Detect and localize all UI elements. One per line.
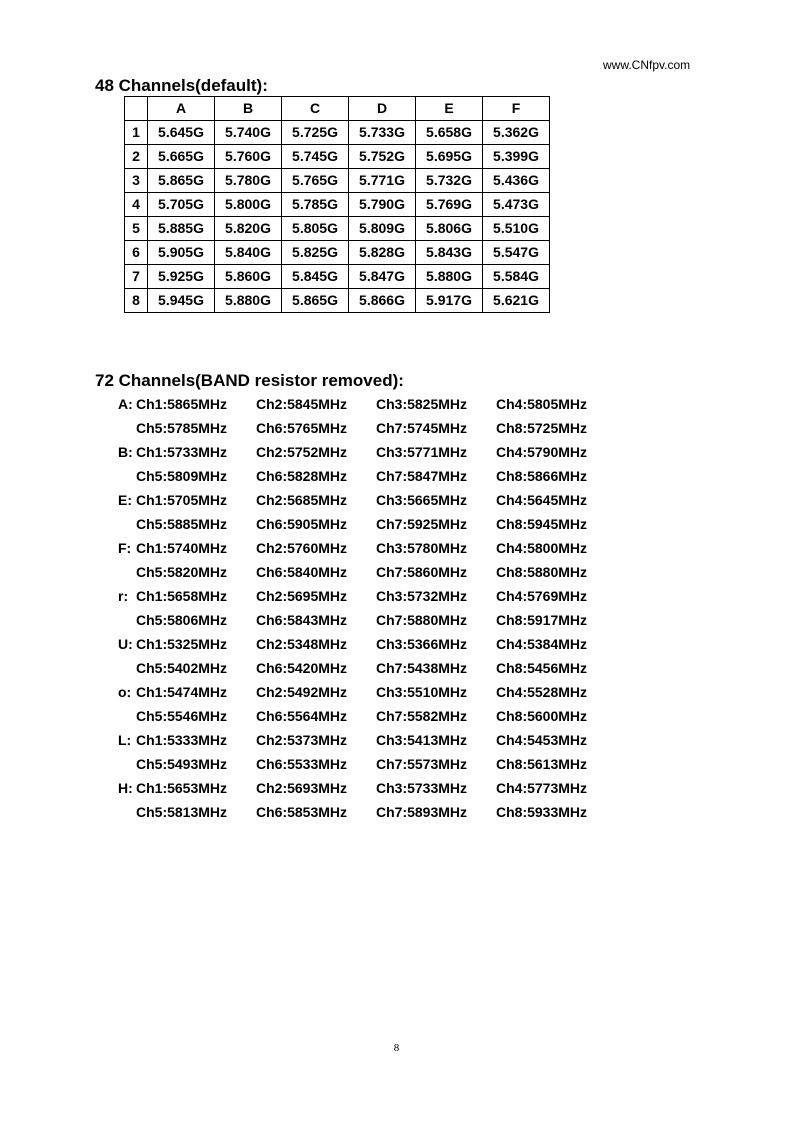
channel-frequency: Ch2:5695MHz <box>256 588 348 604</box>
table-cell: 5.771G <box>349 169 416 193</box>
site-url: www.CNfpv.com <box>603 58 691 72</box>
band-label <box>118 752 136 776</box>
channel-frequency: Ch2:5348MHz <box>256 636 348 652</box>
table-cell: 5.362G <box>483 121 550 145</box>
table-cell: 5.780G <box>215 169 282 193</box>
table-cell: 5.840G <box>215 241 282 265</box>
channel-frequency: Ch3:5732MHz <box>376 588 468 604</box>
table-cell: 5.847G <box>349 265 416 289</box>
channel-frequency: Ch5:5806MHz <box>136 612 228 628</box>
band-label: E: <box>118 492 132 508</box>
channel-frequency: Ch3:5780MHz <box>376 540 468 556</box>
table-cell: 5.765G <box>282 169 349 193</box>
channel-frequency: Ch6:5853MHz <box>256 804 348 820</box>
channel-frequency: Ch8:5917MHz <box>496 612 588 628</box>
channel-frequency: Ch8:5880MHz <box>496 564 588 580</box>
channel-frequency: Ch2:5685MHz <box>256 492 348 508</box>
channel-frequency: Ch2:5693MHz <box>256 780 348 796</box>
band-label: r: <box>118 588 129 604</box>
table-row <box>125 265 550 289</box>
channel-frequency: Ch1:5658MHz <box>136 588 228 604</box>
table-cell: 5.760G <box>215 145 282 169</box>
row-number: 4 <box>125 193 148 217</box>
channel-frequency: Ch5:5885MHz <box>136 516 228 532</box>
column-header: E <box>416 97 483 121</box>
table-cell: 5.658G <box>416 121 483 145</box>
table-cell: 5.752G <box>349 145 416 169</box>
channel-frequency: Ch7:5893MHz <box>376 804 468 820</box>
table-cell: 5.860G <box>215 265 282 289</box>
band-channels-title: 72 Channels(BAND resistor removed): <box>95 371 404 390</box>
table-cell: 5.732G <box>416 169 483 193</box>
channel-frequency: Ch4:5805MHz <box>496 396 588 412</box>
column-header: F <box>483 97 550 121</box>
table-cell: 5.925G <box>148 265 215 289</box>
table-row <box>125 289 550 313</box>
channel-frequency: Ch7:5847MHz <box>376 468 468 484</box>
channel-frequency: Ch8:5456MHz <box>496 660 588 676</box>
channel-frequency: Ch8:5725MHz <box>496 420 588 436</box>
table-row <box>125 121 550 145</box>
table-cell: 5.725G <box>282 121 349 145</box>
table-cell: 5.880G <box>215 289 282 313</box>
band-line <box>118 416 616 440</box>
band-line <box>118 392 616 416</box>
band-label: U: <box>118 636 133 652</box>
table-row <box>125 145 550 169</box>
band-label: B: <box>118 444 133 460</box>
channel-frequency: Ch6:5564MHz <box>256 708 348 724</box>
band-label <box>118 512 136 536</box>
channel-frequency: Ch5:5809MHz <box>136 468 228 484</box>
channel-frequency: Ch2:5492MHz <box>256 684 348 700</box>
row-number: 1 <box>125 121 148 145</box>
channel-frequency: Ch1:5740MHz <box>136 540 228 556</box>
row-number: 3 <box>125 169 148 193</box>
table-cell: 5.785G <box>282 193 349 217</box>
table-cell: 5.745G <box>282 145 349 169</box>
column-header: A <box>148 97 215 121</box>
table-cell: 5.806G <box>416 217 483 241</box>
channel-frequency: Ch4:5645MHz <box>496 492 588 508</box>
band-label <box>118 608 136 632</box>
column-header: D <box>349 97 416 121</box>
channel-frequency: Ch7:5438MHz <box>376 660 468 676</box>
default-channels-title: 48 Channels(default): <box>95 76 268 95</box>
channel-frequency: Ch5:5785MHz <box>136 420 228 436</box>
band-label: L: <box>118 732 132 748</box>
band-line <box>118 752 616 776</box>
channel-frequency: Ch3:5825MHz <box>376 396 468 412</box>
table-cell: 5.885G <box>148 217 215 241</box>
band-line <box>118 680 616 704</box>
channel-frequency: Ch7:5860MHz <box>376 564 468 580</box>
table-cell: 5.825G <box>282 241 349 265</box>
table-cell: 5.790G <box>349 193 416 217</box>
band-line <box>118 704 616 728</box>
table-row <box>125 169 550 193</box>
band-label: H: <box>118 780 133 796</box>
band-line <box>118 656 616 680</box>
channel-frequency: Ch1:5865MHz <box>136 396 228 412</box>
table-row <box>125 241 550 265</box>
table-cell: 5.584G <box>483 265 550 289</box>
row-number: 2 <box>125 145 148 169</box>
band-line <box>118 560 616 584</box>
band-line <box>118 464 616 488</box>
channel-frequency: Ch6:5843MHz <box>256 612 348 628</box>
table-cell: 5.800G <box>215 193 282 217</box>
band-label: F: <box>118 540 132 556</box>
channel-frequency: Ch6:5905MHz <box>256 516 348 532</box>
band-label <box>118 704 136 728</box>
row-number: 8 <box>125 289 148 313</box>
band-label <box>118 560 136 584</box>
channel-frequency: Ch2:5845MHz <box>256 396 348 412</box>
table-cell: 5.621G <box>483 289 550 313</box>
row-number: 7 <box>125 265 148 289</box>
channel-frequency: Ch5:5402MHz <box>136 660 228 676</box>
channel-frequency: Ch4:5384MHz <box>496 636 588 652</box>
channel-frequency: Ch7:5880MHz <box>376 612 468 628</box>
channel-frequency: Ch1:5333MHz <box>136 732 228 748</box>
channel-frequency: Ch5:5820MHz <box>136 564 228 580</box>
table-cell: 5.880G <box>416 265 483 289</box>
band-line <box>118 728 616 752</box>
table-cell: 5.866G <box>349 289 416 313</box>
table-cell: 5.865G <box>148 169 215 193</box>
channel-frequency: Ch6:5765MHz <box>256 420 348 436</box>
band-label <box>118 800 136 824</box>
table-cell: 5.845G <box>282 265 349 289</box>
table-cell: 5.917G <box>416 289 483 313</box>
default-channel-table <box>124 96 550 313</box>
table-cell: 5.510G <box>483 217 550 241</box>
table-cell: 5.809G <box>349 217 416 241</box>
table-cell: 5.820G <box>215 217 282 241</box>
channel-frequency: Ch6:5840MHz <box>256 564 348 580</box>
channel-frequency: Ch8:5933MHz <box>496 804 588 820</box>
table-cell: 5.399G <box>483 145 550 169</box>
band-line <box>118 488 616 512</box>
table-row <box>125 193 550 217</box>
band-channel-list <box>118 392 616 824</box>
channel-frequency: Ch3:5733MHz <box>376 780 468 796</box>
band-label <box>118 416 136 440</box>
row-number: 6 <box>125 241 148 265</box>
channel-frequency: Ch7:5925MHz <box>376 516 468 532</box>
channel-frequency: Ch4:5528MHz <box>496 684 588 700</box>
channel-frequency: Ch2:5752MHz <box>256 444 348 460</box>
channel-frequency: Ch4:5453MHz <box>496 732 588 748</box>
band-line <box>118 776 616 800</box>
band-label <box>118 464 136 488</box>
channel-frequency: Ch7:5573MHz <box>376 756 468 772</box>
table-cell: 5.436G <box>483 169 550 193</box>
band-label <box>118 656 136 680</box>
table-cell: 5.645G <box>148 121 215 145</box>
table-cell: 5.805G <box>282 217 349 241</box>
channel-frequency: Ch3:5413MHz <box>376 732 468 748</box>
channel-frequency: Ch2:5760MHz <box>256 540 348 556</box>
page-number: 8 <box>393 1042 400 1054</box>
channel-frequency: Ch4:5769MHz <box>496 588 588 604</box>
band-line <box>118 440 616 464</box>
channel-frequency: Ch2:5373MHz <box>256 732 348 748</box>
table-cell: 5.705G <box>148 193 215 217</box>
column-header: B <box>215 97 282 121</box>
channel-frequency: Ch6:5828MHz <box>256 468 348 484</box>
table-cell: 5.905G <box>148 241 215 265</box>
table-cell: 5.769G <box>416 193 483 217</box>
channel-frequency: Ch3:5366MHz <box>376 636 468 652</box>
channel-frequency: Ch8:5600MHz <box>496 708 588 724</box>
table-row <box>125 217 550 241</box>
channel-frequency: Ch1:5733MHz <box>136 444 228 460</box>
table-cell: 5.865G <box>282 289 349 313</box>
channel-frequency: Ch8:5866MHz <box>496 468 588 484</box>
channel-frequency: Ch5:5546MHz <box>136 708 228 724</box>
table-cell: 5.733G <box>349 121 416 145</box>
band-line <box>118 584 616 608</box>
table-header-row <box>125 97 550 121</box>
row-number: 5 <box>125 217 148 241</box>
table-cell: 5.828G <box>349 241 416 265</box>
band-line <box>118 632 616 656</box>
band-label: A: <box>118 396 133 412</box>
band-line <box>118 608 616 632</box>
channel-frequency: Ch1:5325MHz <box>136 636 228 652</box>
table-cell: 5.740G <box>215 121 282 145</box>
table-cell: 5.473G <box>483 193 550 217</box>
band-line <box>118 536 616 560</box>
corner-cell <box>125 97 148 121</box>
channel-frequency: Ch6:5420MHz <box>256 660 348 676</box>
channel-frequency: Ch1:5705MHz <box>136 492 228 508</box>
channel-frequency: Ch8:5945MHz <box>496 516 588 532</box>
channel-frequency: Ch4:5800MHz <box>496 540 588 556</box>
channel-frequency: Ch7:5582MHz <box>376 708 468 724</box>
channel-frequency: Ch1:5653MHz <box>136 780 228 796</box>
channel-frequency: Ch4:5773MHz <box>496 780 588 796</box>
table-cell: 5.695G <box>416 145 483 169</box>
table-cell: 5.665G <box>148 145 215 169</box>
table-cell: 5.945G <box>148 289 215 313</box>
channel-frequency: Ch1:5474MHz <box>136 684 228 700</box>
channel-frequency: Ch3:5771MHz <box>376 444 468 460</box>
channel-frequency: Ch7:5745MHz <box>376 420 468 436</box>
channel-frequency: Ch5:5813MHz <box>136 804 228 820</box>
table-cell: 5.843G <box>416 241 483 265</box>
channel-frequency: Ch4:5790MHz <box>496 444 588 460</box>
band-label: o: <box>118 684 132 700</box>
table-cell: 5.547G <box>483 241 550 265</box>
channel-frequency: Ch3:5510MHz <box>376 684 468 700</box>
band-line <box>118 800 616 824</box>
channel-frequency: Ch5:5493MHz <box>136 756 228 772</box>
column-header: C <box>282 97 349 121</box>
channel-frequency: Ch8:5613MHz <box>496 756 588 772</box>
channel-frequency: Ch3:5665MHz <box>376 492 468 508</box>
band-line <box>118 512 616 536</box>
channel-frequency: Ch6:5533MHz <box>256 756 348 772</box>
